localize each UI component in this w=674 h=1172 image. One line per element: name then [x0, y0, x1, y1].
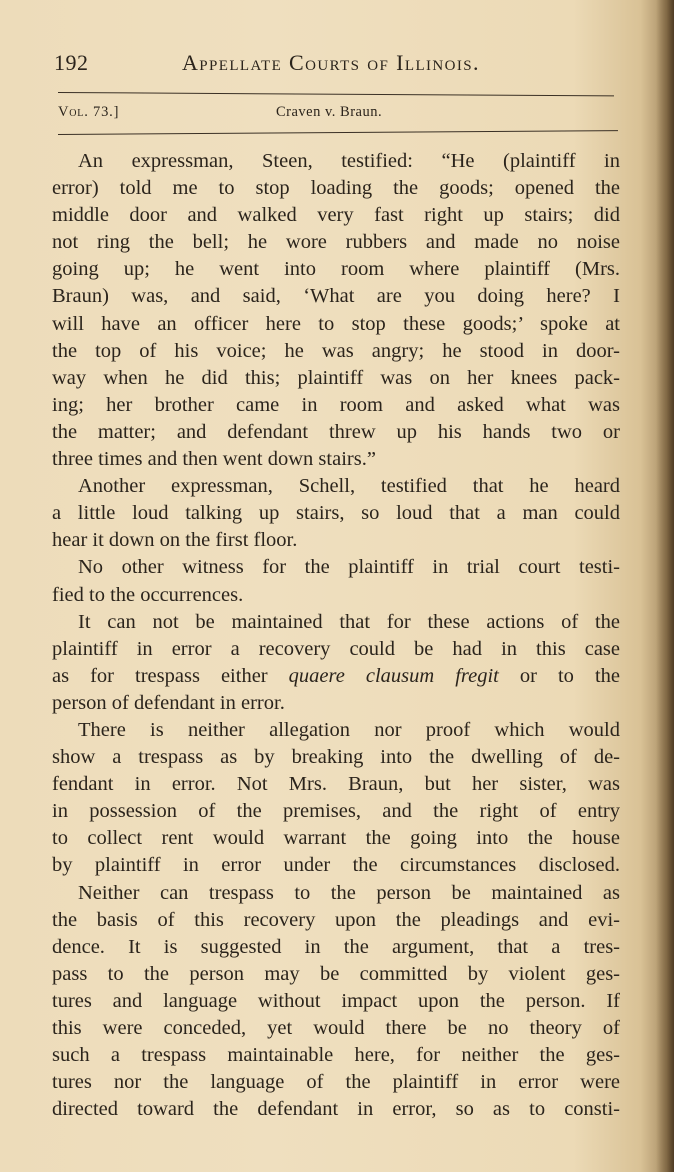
text-line: this were conceded, yet would there be no theory of [52, 1017, 620, 1039]
text-line: Neither can trespass to the person be maintained as [78, 881, 620, 904]
text-line: No other witness for the plaintiff in trial court testi- [78, 556, 620, 579]
text-line: plaintiff in error a recovery could be had in this case [52, 637, 620, 660]
text-line: will have an officer here to stop these goods;’ spoke at [52, 312, 620, 335]
text-segment: or to the [519, 664, 621, 687]
text-line: three times and then went down stairs.” [52, 448, 376, 471]
text-line: the basis of this recovery upon the pleadings and evi- [52, 908, 620, 931]
text-line: ing; her brother came in room and asked what was [52, 393, 620, 416]
case-name: Craven v. Braun. [276, 104, 383, 120]
case-subheader [58, 104, 614, 124]
page-edge-shadow [656, 0, 674, 1172]
text-line: person of defendant in error. [52, 691, 285, 714]
text-line: fied to the occurrences. [52, 583, 244, 606]
text-line: the top of his voice; he was angry; he stood in door- [52, 339, 620, 362]
body-text [52, 148, 620, 1123]
text-line: way when he did this; plaintiff was on her knees pack- [52, 366, 620, 389]
text-line: in possession of the premises, and the right of entry [52, 800, 620, 823]
text-line: middle door and walked very fast right up stairs; did [52, 204, 620, 227]
text-line: There is neither allegation nor proof which would [78, 718, 620, 741]
header-rule-top [58, 92, 614, 96]
text-line: to collect rent would warrant the going into the house [52, 827, 620, 850]
text-line: dence. It is suggested in the argument, that a tres- [52, 935, 620, 958]
text-line [52, 663, 620, 690]
header-rule-bottom [58, 130, 618, 135]
text-line: tures and language without impact upon the person. If [52, 989, 620, 1012]
text-line: pass to the person may be committed by violent ges- [52, 962, 620, 985]
text-line: the matter; and defendant threw up his hands two or [52, 420, 620, 443]
text-line: It can not be maintained that for these actions of the [78, 610, 620, 633]
text-line: directed toward the defendant in error, so as to consti- [52, 1098, 620, 1121]
text-line: Braun) was, and said, ‘What are you doing here? I [52, 285, 620, 308]
text-line: error) told me to stop loading the goods; opened the [52, 177, 620, 200]
latin-phrase: quaere clausum fregit [288, 664, 499, 687]
text-line: by plaintiff in error under the circumstances disclosed. [52, 854, 620, 877]
text-line: An expressman, Steen, testified: “He (plaintiff in [78, 150, 620, 172]
running-title: Appellate Courts of Illinois. [182, 50, 480, 75]
text-line: Another expressman, Schell, testified that he heard [78, 475, 620, 498]
text-line: show a trespass as by breaking into the dwelling of de- [52, 746, 620, 769]
text-line: hear it down on the first floor. [52, 529, 298, 552]
text-line: fendant in error. Not Mrs. Braun, but her sister, was [52, 773, 620, 796]
volume-label: Vol. 73.] [58, 104, 120, 120]
text-line: not ring the bell; he wore rubbers and made no noise [52, 231, 620, 254]
text-line: such a trespass maintainable here, for neither the ges- [52, 1044, 620, 1067]
page-header [54, 50, 614, 80]
text-line: going up; he went into room where plaintiff (Mrs. [52, 258, 620, 281]
text-segment: as for trespass either [52, 664, 268, 687]
page-number: 192 [54, 50, 89, 75]
text-line: a little loud talking up stairs, so loud that a man could [52, 502, 620, 525]
text-line: tures nor the language of the plaintiff in error were [52, 1071, 620, 1094]
